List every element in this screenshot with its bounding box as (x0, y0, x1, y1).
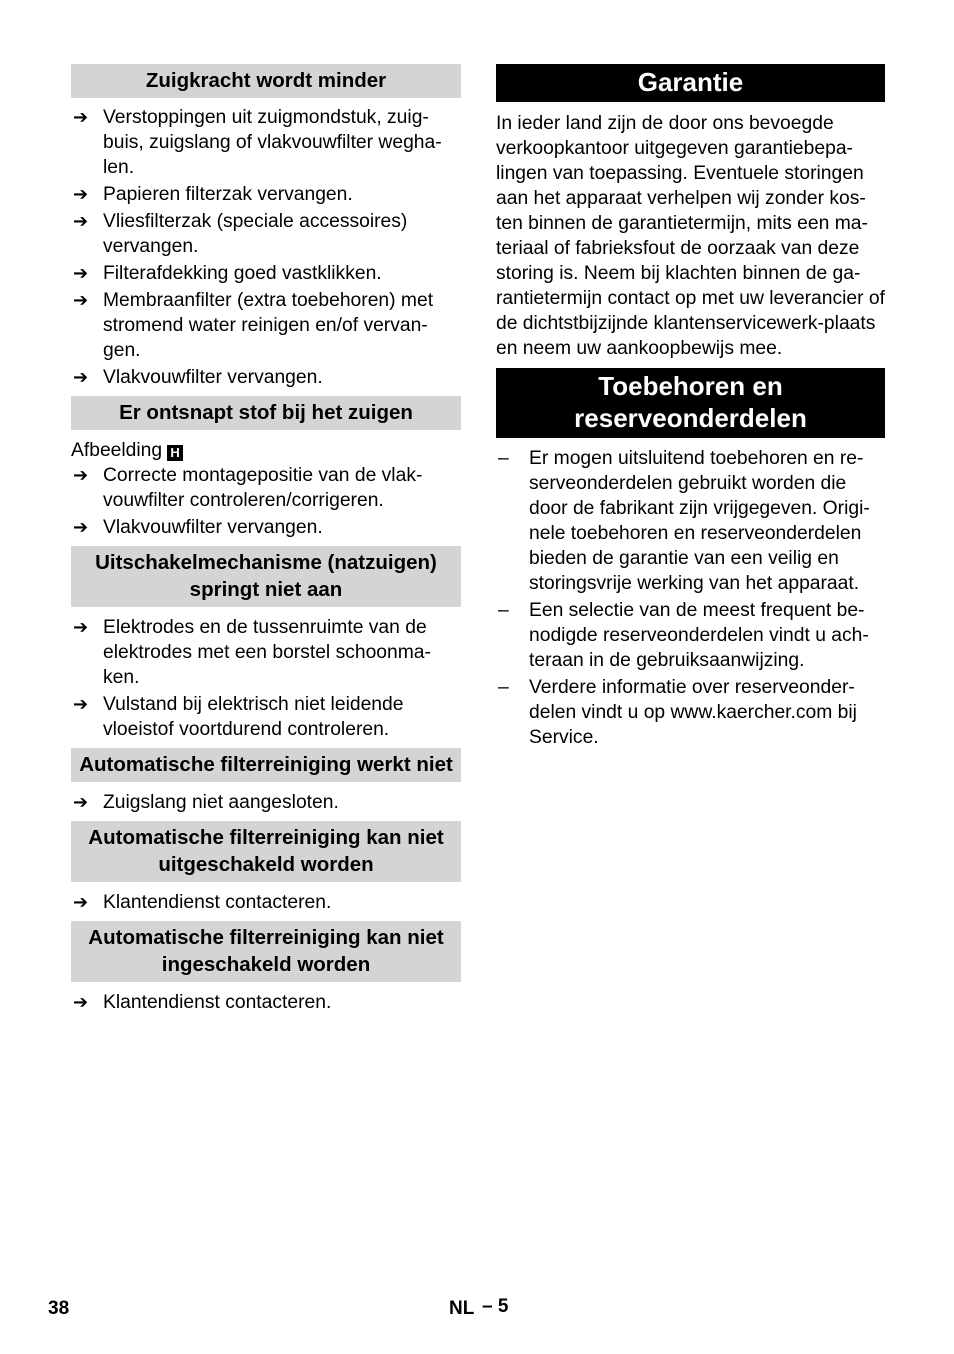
list-item (71, 288, 461, 363)
list-item (71, 105, 461, 180)
arrow-icon: ➔ (73, 290, 89, 310)
heading-garantie: Garantie (496, 64, 885, 102)
item-text: Verdere informatie over reserveonder-delen vindt u op www.kaercher.com bij Service. (529, 677, 857, 748)
item-text: Elektrodes en de tussenruimte van de elektrodes met een borstel schoonma-ken. (103, 617, 431, 688)
arrow-icon: ➔ (73, 465, 89, 485)
item-text: Membraanfilter (extra toebehoren) met stromend water reinigen en/of vervan-gen. (103, 290, 434, 361)
item-text: Vlakvouwfilter vervangen. (103, 517, 323, 538)
arrow-icon: ➔ (73, 694, 89, 714)
dash-icon: – (498, 448, 509, 469)
arrow-icon: ➔ (73, 892, 89, 912)
list-item (71, 790, 461, 815)
item-text: Een selectie van de meest frequent be-nodigde reserveonderdelen vindt u ach-teraan in de gebruiksaanwijzing. (529, 600, 869, 671)
arrow-icon: ➔ (73, 211, 89, 231)
dash-icon: – (498, 677, 509, 698)
right-column (496, 64, 885, 752)
list-item (71, 182, 461, 207)
list-stof (71, 463, 461, 540)
list-item (71, 463, 461, 513)
list-item (71, 990, 461, 1015)
language-code: NL (449, 1298, 475, 1319)
list-filterreiniging-werkt-niet (71, 790, 461, 815)
list-filterreiniging-uitschakelen (71, 890, 461, 915)
arrow-icon: ➔ (73, 263, 89, 283)
list-filterreiniging-inschakelen (71, 990, 461, 1015)
figure-reference (71, 438, 461, 463)
heading-filterreiniging-werkt-niet: Automatische filterreiniging werkt niet (71, 748, 461, 782)
heading-zuigkracht: Zuigkracht wordt minder (71, 64, 461, 98)
list-item (496, 446, 885, 596)
arrow-icon: ➔ (73, 992, 89, 1012)
item-text: Papieren filterzak vervangen. (103, 184, 353, 205)
arrow-icon: ➔ (73, 517, 89, 537)
item-text: Zuigslang niet aangesloten. (103, 792, 339, 813)
heading-toebehoren-line2: reserveonderdelen (574, 403, 807, 433)
arrow-icon: ➔ (73, 107, 89, 127)
list-zuigkracht (71, 105, 461, 390)
heading-toebehoren-line1: Toebehoren en (598, 371, 783, 401)
list-item (496, 675, 885, 750)
section-page-number: – 5 (482, 1296, 509, 1317)
item-text: Vlakvouwfilter vervangen. (103, 367, 323, 388)
heading-uitschakelmechanisme: Uitschakelmechanisme (natzuigen) springt niet aan (71, 546, 461, 607)
list-item (71, 890, 461, 915)
arrow-icon: ➔ (73, 367, 89, 387)
arrow-icon: ➔ (73, 792, 89, 812)
item-text: Vliesfilterzak (speciale accessoires) vervangen. (103, 211, 408, 257)
heading-toebehoren (496, 368, 885, 438)
item-text: Filterafdekking goed vastklikken. (103, 263, 382, 284)
list-item (71, 209, 461, 259)
dash-icon: – (498, 600, 509, 621)
left-column (71, 64, 461, 1017)
item-text: Klantendienst contacteren. (103, 892, 332, 913)
list-item (71, 692, 461, 742)
arrow-icon: ➔ (73, 617, 89, 637)
list-item (71, 615, 461, 690)
list-item (71, 365, 461, 390)
list-toebehoren (496, 446, 885, 750)
page-number: 38 (48, 1298, 70, 1319)
figure-label: Afbeelding (71, 440, 163, 461)
list-item (71, 261, 461, 286)
heading-filterreiniging-uitschakelen: Automatische filterreiniging kan niet uitgeschakeld worden (71, 821, 461, 882)
arrow-icon: ➔ (73, 184, 89, 204)
item-text: Verstoppingen uit zuigmondstuk, zuig-buis, zuigslang of vlakvouwfilter wegha-len. (103, 107, 442, 178)
list-item (71, 515, 461, 540)
item-text: Correcte montagepositie van de vlak-vouwfilter controleren/corrigeren. (103, 465, 423, 511)
list-item (496, 598, 885, 673)
heading-stof: Er ontsnapt stof bij het zuigen (71, 396, 461, 430)
heading-filterreiniging-inschakelen: Automatische filterreiniging kan niet ingeschakeld worden (71, 921, 461, 982)
item-text: Klantendienst contacteren. (103, 992, 332, 1013)
list-uitschakelmechanisme (71, 615, 461, 742)
garantie-text: In ieder land zijn de door ons bevoegde verkoopkantoor uitgegeven garantiebepa-lingen van toepassing. Eventuele storingen aan het apparaat verhelpen wij zonder kos-ten binnen de garantietermijn, mits een ma-teriaal of fabrieksfout de oorzaak van deze storing is. Neem bij klachten binnen de ga-rantietermijn contact op met uw leverancier of de dichtstbijzijnde klantenservicewerk-plaats en neem uw aankoopbewijs mee. (496, 113, 886, 359)
item-text: Vulstand bij elektrisch niet leidende vloeistof voortdurend controleren. (103, 694, 404, 740)
figure-letter-badge: H (167, 445, 183, 461)
item-text: Er mogen uitsluitend toebehoren en re-serveonderdelen gebruikt worden die door de fabrikant zijn vrijgegeven. Origi-nele toebehoren en reserveonderdelen bieden de garantie van een veilig en storingsvrije werking van het apparaat. (529, 448, 870, 594)
